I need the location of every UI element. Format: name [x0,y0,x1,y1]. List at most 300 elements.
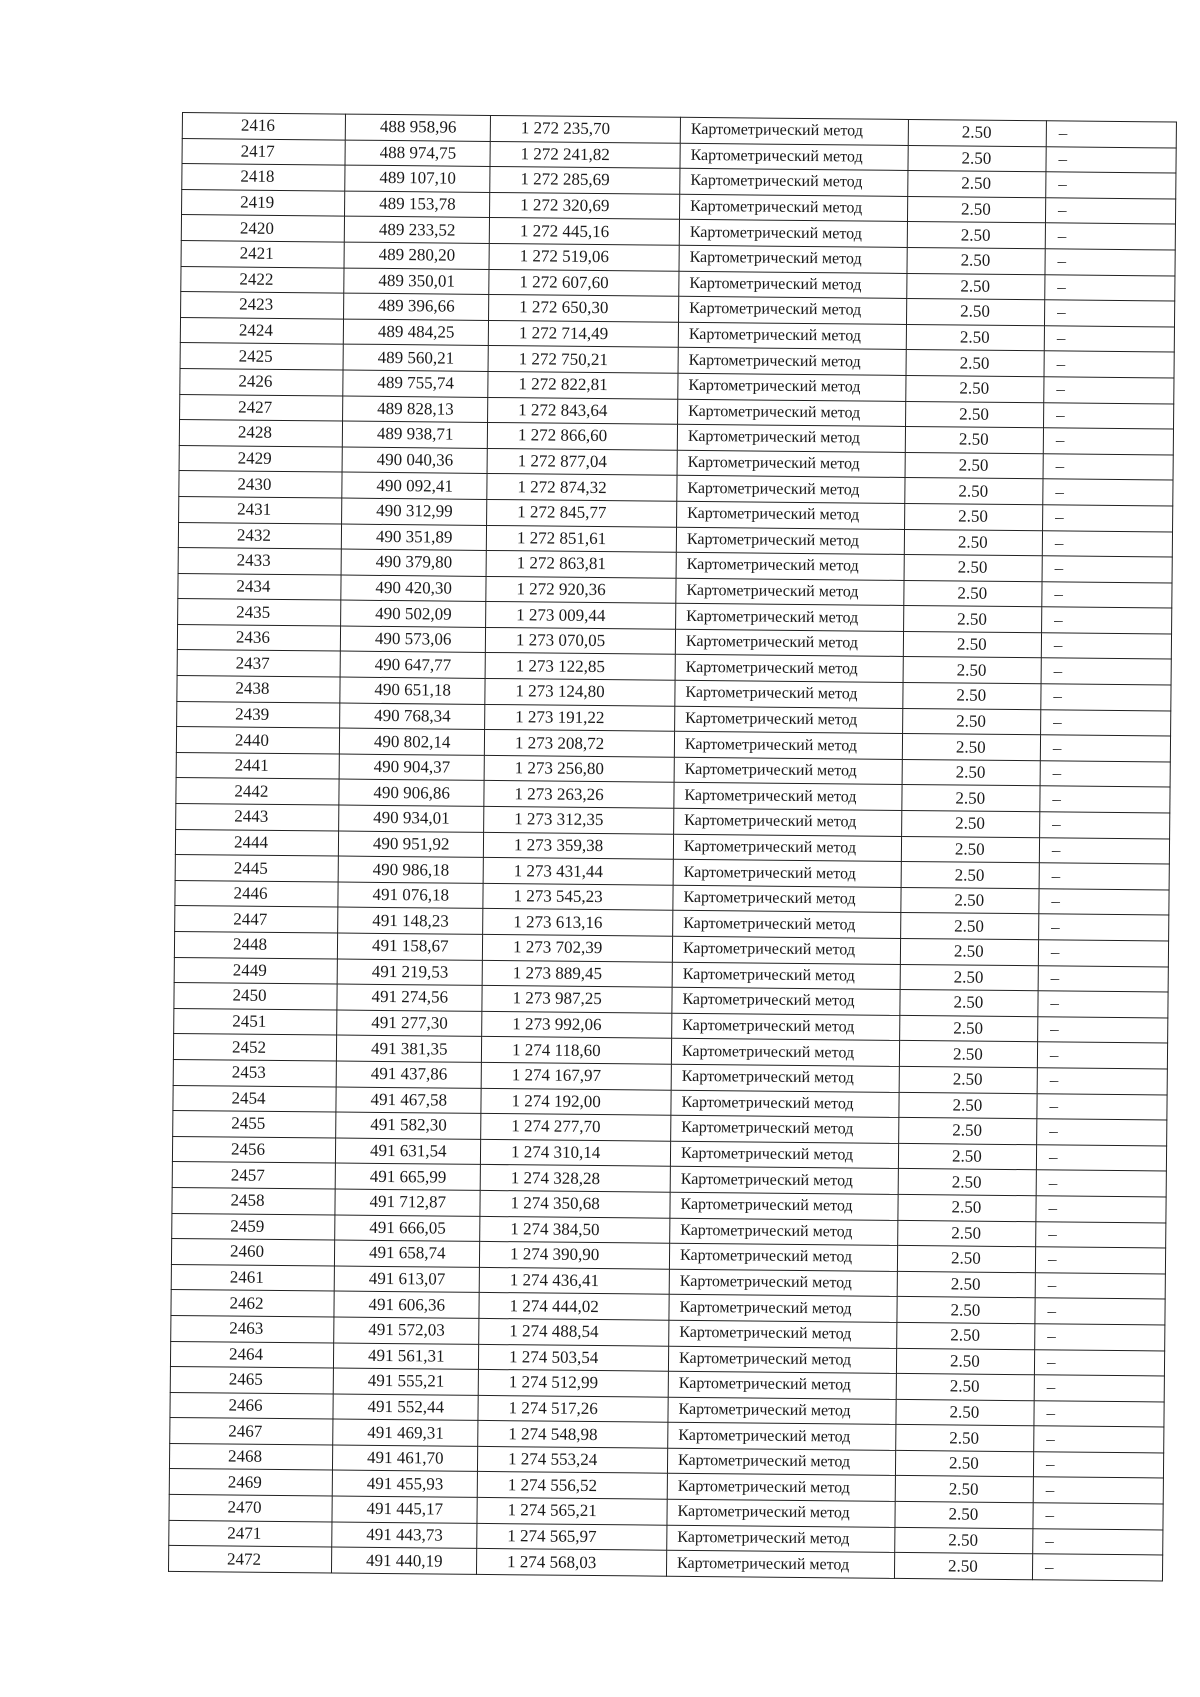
description-cell: – [1038,965,1168,992]
point-number-cell: 2428 [179,420,342,447]
precision-cell: 2.50 [898,1220,1036,1247]
y-coordinate-cell: 1 273 208,72 [484,730,674,757]
method-cell: Картометрический метод [671,1115,899,1143]
method-cell: Картометрический метод [680,143,908,171]
point-number-cell: 2459 [172,1213,335,1240]
method-cell: Картометрический метод [670,1218,898,1246]
description-cell: – [1036,1196,1166,1223]
method-cell: Картометрический метод [668,1423,896,1451]
description-cell: – [1043,428,1173,455]
y-coordinate-cell: 1 272 714,49 [488,320,678,347]
description-cell: – [1037,1119,1167,1146]
point-number-cell: 2419 [182,189,345,216]
x-coordinate-cell: 491 381,35 [336,1035,481,1062]
x-coordinate-cell: 490 573,06 [340,626,485,653]
precision-cell: 2.50 [908,171,1046,198]
description-cell: – [1035,1298,1165,1325]
method-cell: Картометрический метод [678,322,906,350]
x-coordinate-cell: 489 350,01 [344,268,489,295]
point-number-cell: 2422 [181,266,344,293]
description-cell: – [1041,633,1171,660]
point-number-cell: 2445 [175,855,338,882]
description-cell: – [1040,761,1170,788]
y-coordinate-cell: 1 274 390,90 [479,1242,669,1269]
method-cell: Картометрический метод [674,757,902,785]
x-coordinate-cell: 491 555,21 [333,1368,478,1395]
x-coordinate-cell: 491 461,70 [332,1445,477,1472]
y-coordinate-cell: 1 272 845,77 [487,499,677,526]
method-cell: Картометрический метод [676,527,904,555]
description-cell: – [1044,402,1174,429]
y-coordinate-cell: 1 273 191,22 [485,704,675,731]
description-cell: – [1043,454,1173,481]
y-coordinate-cell: 1 274 384,50 [480,1216,670,1243]
method-cell: Картометрический метод [672,1013,900,1041]
y-coordinate-cell: 1 274 503,54 [478,1344,668,1371]
precision-cell: 2.50 [906,350,1044,377]
x-coordinate-cell: 491 552,44 [333,1394,478,1421]
y-coordinate-cell: 1 272 843,64 [488,397,678,424]
y-coordinate-cell: 1 274 444,02 [479,1293,669,1320]
description-cell: – [1037,1042,1167,1069]
point-number-cell: 2446 [175,880,338,907]
precision-cell: 2.50 [899,1118,1037,1145]
point-number-cell: 2469 [169,1469,332,1496]
y-coordinate-cell: 1 274 512,99 [478,1369,668,1396]
point-number-cell: 2420 [181,215,344,242]
point-number-cell: 2460 [171,1239,334,1266]
precision-cell: 2.50 [897,1271,1035,1298]
method-cell: Картометрический метод [676,552,904,580]
y-coordinate-cell: 1 273 702,39 [482,934,672,961]
y-coordinate-cell: 1 272 650,30 [489,295,679,322]
method-cell: Картометрический метод [669,1295,897,1323]
description-cell: – [1036,1145,1166,1172]
y-coordinate-cell: 1 272 863,81 [486,551,676,578]
y-coordinate-cell: 1 272 320,69 [489,192,679,219]
point-number-cell: 2467 [170,1418,333,1445]
description-cell: – [1036,1170,1166,1197]
y-coordinate-cell: 1 274 553,24 [477,1446,667,1473]
method-cell: Картометрический метод [672,987,900,1015]
method-cell: Картометрический метод [673,885,901,913]
description-cell: – [1046,172,1176,199]
precision-cell: 2.50 [901,887,1039,914]
precision-cell: 2.50 [900,990,1038,1017]
point-number-cell: 2461 [171,1264,334,1291]
precision-cell: 2.50 [897,1246,1035,1273]
method-cell: Картометрический метод [680,117,908,145]
description-cell: – [1045,198,1175,225]
precision-cell: 2.50 [907,273,1045,300]
point-number-cell: 2435 [178,599,341,626]
point-number-cell: 2439 [177,701,340,728]
precision-cell: 2.50 [905,478,1043,505]
x-coordinate-cell: 491 572,03 [334,1317,479,1344]
point-number-cell: 2416 [182,113,345,140]
point-number-cell: 2431 [179,496,342,523]
method-cell: Картометрический метод [672,962,900,990]
description-cell: – [1036,1221,1166,1248]
precision-cell: 2.50 [895,1450,1033,1477]
x-coordinate-cell: 491 440,19 [331,1547,476,1574]
method-cell: Картометрический метод [677,424,905,452]
method-cell: Картометрический метод [680,168,908,196]
precision-cell: 2.50 [902,810,1040,837]
method-cell: Картометрический метод [667,1448,895,1476]
point-number-cell: 2452 [173,1034,336,1061]
x-coordinate-cell: 491 219,53 [337,959,482,986]
point-number-cell: 2437 [177,650,340,677]
method-cell: Картометрический метод [673,834,901,862]
point-number-cell: 2466 [170,1392,333,1419]
x-coordinate-cell: 489 153,78 [345,191,490,218]
description-cell: – [1040,786,1170,813]
description-cell: – [1040,735,1170,762]
y-coordinate-cell: 1 272 285,69 [490,167,680,194]
method-cell: Картометрический метод [673,911,901,939]
y-coordinate-cell: 1 272 235,70 [490,115,680,142]
y-coordinate-cell: 1 272 607,60 [489,269,679,296]
y-coordinate-cell: 1 273 263,26 [484,781,674,808]
precision-cell: 2.50 [902,734,1040,761]
point-number-cell: 2453 [173,1059,336,1086]
x-coordinate-cell: 490 379,80 [341,549,486,576]
y-coordinate-cell: 1 274 565,97 [477,1523,667,1550]
method-cell: Картометрический метод [671,1090,899,1118]
point-number-cell: 2458 [172,1187,335,1214]
method-cell: Картометрический метод [678,348,906,376]
precision-cell: 2.50 [903,683,1041,710]
x-coordinate-cell: 491 561,31 [333,1343,478,1370]
x-coordinate-cell: 491 148,23 [338,907,483,934]
method-cell: Картометрический метод [669,1320,897,1348]
method-cell: Картометрический метод [667,1474,895,1502]
x-coordinate-cell: 490 040,36 [342,447,487,474]
description-cell: – [1039,837,1169,864]
x-coordinate-cell: 489 755,74 [343,370,488,397]
x-coordinate-cell: 491 469,31 [333,1419,478,1446]
y-coordinate-cell: 1 274 436,41 [479,1267,669,1294]
description-cell: – [1042,556,1172,583]
description-cell: – [1035,1272,1165,1299]
point-number-cell: 2454 [173,1085,336,1112]
method-cell: Картометрический метод [675,655,903,683]
x-coordinate-cell: 490 986,18 [338,856,483,883]
description-cell: – [1044,351,1174,378]
precision-cell: 2.50 [901,862,1039,889]
description-cell: – [1041,709,1171,736]
method-cell: Картометрический метод [670,1141,898,1169]
method-cell: Картометрический метод [675,706,903,734]
description-cell: – [1038,940,1168,967]
point-number-cell: 2463 [171,1315,334,1342]
y-coordinate-cell: 1 274 517,26 [478,1395,668,1422]
x-coordinate-cell: 489 107,10 [345,165,490,192]
point-number-cell: 2448 [174,931,337,958]
y-coordinate-cell: 1 274 310,14 [480,1139,670,1166]
y-coordinate-cell: 1 274 556,52 [477,1472,667,1499]
y-coordinate-cell: 1 274 568,03 [476,1549,666,1576]
x-coordinate-cell: 489 484,25 [343,319,488,346]
method-cell: Картометрический метод [678,399,906,427]
point-number-cell: 2444 [175,829,338,856]
precision-cell: 2.50 [900,964,1038,991]
precision-cell: 2.50 [901,836,1039,863]
x-coordinate-cell: 491 467,58 [336,1087,481,1114]
description-cell: – [1046,121,1176,148]
method-cell: Картометрический метод [674,732,902,760]
precision-cell: 2.50 [899,1066,1037,1093]
point-number-cell: 2464 [170,1341,333,1368]
precision-cell: 2.50 [896,1374,1034,1401]
precision-cell: 2.50 [894,1553,1032,1580]
precision-cell: 2.50 [906,299,1044,326]
precision-cell: 2.50 [905,503,1043,530]
precision-cell: 2.50 [904,580,1042,607]
method-cell: Картометрический метод [671,1039,899,1067]
x-coordinate-cell: 490 651,18 [340,677,485,704]
point-number-cell: 2450 [174,983,337,1010]
y-coordinate-cell: 1 272 851,61 [486,525,676,552]
precision-cell: 2.50 [896,1399,1034,1426]
precision-cell: 2.50 [906,324,1044,351]
description-cell: – [1039,914,1169,941]
description-cell: – [1045,223,1175,250]
description-cell: – [1037,1093,1167,1120]
y-coordinate-cell: 1 273 124,80 [485,678,675,705]
y-coordinate-cell: 1 273 987,25 [482,986,672,1013]
point-number-cell: 2426 [180,368,343,395]
method-cell: Картометрический метод [669,1269,897,1297]
point-number-cell: 2425 [180,343,343,370]
precision-cell: 2.50 [908,145,1046,172]
x-coordinate-cell: 490 312,99 [342,498,487,525]
description-cell: – [1035,1324,1165,1351]
description-cell: – [1033,1528,1163,1555]
method-cell: Картометрический метод [676,578,904,606]
description-cell: – [1033,1503,1163,1530]
point-number-cell: 2424 [180,317,343,344]
description-cell: – [1043,505,1173,532]
description-cell: – [1041,684,1171,711]
method-cell: Картометрический метод [675,680,903,708]
method-cell: Картометрический метод [674,783,902,811]
method-cell: Картометрический метод [670,1192,898,1220]
point-number-cell: 2421 [181,240,344,267]
x-coordinate-cell: 491 631,54 [335,1138,480,1165]
description-cell: – [1034,1400,1164,1427]
precision-cell: 2.50 [895,1527,1033,1554]
y-coordinate-cell: 1 274 488,54 [479,1318,669,1345]
y-coordinate-cell: 1 273 070,05 [485,627,675,654]
precision-cell: 2.50 [896,1348,1034,1375]
y-coordinate-cell: 1 274 192,00 [481,1088,671,1115]
description-cell: – [1046,146,1176,173]
description-cell: – [1041,658,1171,685]
point-number-cell: 2418 [182,164,345,191]
x-coordinate-cell: 491 445,17 [332,1496,477,1523]
x-coordinate-cell: 490 502,09 [341,600,486,627]
x-coordinate-cell: 489 938,71 [342,421,487,448]
point-number-cell: 2443 [176,804,339,831]
precision-cell: 2.50 [908,119,1046,146]
description-cell: – [1033,1477,1163,1504]
point-number-cell: 2441 [176,752,339,779]
point-number-cell: 2417 [182,138,345,165]
description-cell: – [1039,889,1169,916]
point-number-cell: 2457 [172,1162,335,1189]
y-coordinate-cell: 1 272 877,04 [487,448,677,475]
point-number-cell: 2451 [174,1008,337,1035]
x-coordinate-cell: 490 906,86 [339,779,484,806]
x-coordinate-cell: 491 665,99 [335,1163,480,1190]
x-coordinate-cell: 491 274,56 [337,984,482,1011]
x-coordinate-cell: 491 606,36 [334,1291,479,1318]
description-cell: – [1033,1452,1163,1479]
y-coordinate-cell: 1 274 277,70 [481,1114,671,1141]
point-number-cell: 2442 [176,778,339,805]
y-coordinate-cell: 1 274 548,98 [478,1421,668,1448]
point-number-cell: 2436 [177,624,340,651]
point-number-cell: 2432 [178,522,341,549]
precision-cell: 2.50 [905,452,1043,479]
precision-cell: 2.50 [895,1501,1033,1528]
y-coordinate-cell: 1 273 122,85 [485,653,675,680]
x-coordinate-cell: 491 076,18 [338,882,483,909]
precision-cell: 2.50 [897,1322,1035,1349]
precision-cell: 2.50 [907,196,1045,223]
point-number-cell: 2427 [180,394,343,421]
x-coordinate-cell: 489 280,20 [344,242,489,269]
description-cell: – [1042,607,1172,634]
y-coordinate-cell: 1 272 519,06 [489,243,679,270]
point-number-cell: 2438 [177,676,340,703]
point-number-cell: 2462 [171,1290,334,1317]
y-coordinate-cell: 1 273 312,35 [484,806,674,833]
x-coordinate-cell: 490 802,14 [339,728,484,755]
x-coordinate-cell: 490 351,89 [341,524,486,551]
y-coordinate-cell: 1 272 445,16 [489,218,679,245]
y-coordinate-cell: 1 272 750,21 [488,346,678,373]
method-cell: Картометрический метод [669,1243,897,1271]
y-coordinate-cell: 1 273 009,44 [486,602,676,629]
precision-cell: 2.50 [901,913,1039,940]
method-cell: Картометрический метод [679,194,907,222]
method-cell: Картометрический метод [667,1499,895,1527]
x-coordinate-cell: 491 277,30 [337,1010,482,1037]
precision-cell: 2.50 [903,708,1041,735]
method-cell: Картометрический метод [671,1064,899,1092]
method-cell: Картометрический метод [675,629,903,657]
method-cell: Картометрический метод [668,1346,896,1374]
y-coordinate-cell: 1 273 613,16 [483,909,673,936]
method-cell: Картометрический метод [679,245,907,273]
method-cell: Картометрический метод [666,1550,894,1578]
y-coordinate-cell: 1 274 350,68 [480,1190,670,1217]
method-cell: Картометрический метод [679,220,907,248]
precision-cell: 2.50 [895,1476,1033,1503]
x-coordinate-cell: 489 828,13 [343,396,488,423]
coordinates-table [168,112,1177,1581]
x-coordinate-cell: 491 443,73 [332,1522,477,1549]
x-coordinate-cell: 489 560,21 [343,344,488,371]
point-number-cell: 2440 [176,727,339,754]
y-coordinate-cell: 1 273 256,80 [484,755,674,782]
point-number-cell: 2470 [169,1495,332,1522]
precision-cell: 2.50 [898,1143,1036,1170]
method-cell: Картометрический метод [670,1167,898,1195]
point-number-cell: 2430 [179,471,342,498]
x-coordinate-cell: 491 582,30 [336,1112,481,1139]
x-coordinate-cell: 490 420,30 [341,575,486,602]
method-cell: Картометрический метод [679,271,907,299]
method-cell: Картометрический метод [672,936,900,964]
description-cell: – [1039,863,1169,890]
point-number-cell: 2434 [178,573,341,600]
precision-cell: 2.50 [907,222,1045,249]
precision-cell: 2.50 [898,1194,1036,1221]
x-coordinate-cell: 491 666,05 [335,1215,480,1242]
description-cell: – [1035,1247,1165,1274]
point-number-cell: 2455 [173,1111,336,1138]
precision-cell: 2.50 [902,785,1040,812]
precision-cell: 2.50 [906,401,1044,428]
y-coordinate-cell: 1 273 889,45 [482,960,672,987]
precision-cell: 2.50 [904,555,1042,582]
method-cell: Картометрический метод [679,296,907,324]
description-cell: – [1034,1349,1164,1376]
precision-cell: 2.50 [899,1092,1037,1119]
description-cell: – [1040,812,1170,839]
y-coordinate-cell: 1 272 866,60 [487,423,677,450]
x-coordinate-cell: 491 158,67 [337,933,482,960]
x-coordinate-cell: 489 233,52 [344,216,489,243]
y-coordinate-cell: 1 273 359,38 [483,832,673,859]
point-number-cell: 2456 [172,1136,335,1163]
y-coordinate-cell: 1 274 167,97 [481,1062,671,1089]
precision-cell: 2.50 [904,529,1042,556]
method-cell: Картометрический метод [677,476,905,504]
x-coordinate-cell: 490 768,34 [340,703,485,730]
x-coordinate-cell: 491 613,07 [334,1266,479,1293]
method-cell: Картометрический метод [674,808,902,836]
x-coordinate-cell: 490 647,77 [340,652,485,679]
coordinates-table-body [168,113,1176,1581]
precision-cell: 2.50 [896,1425,1034,1452]
precision-cell: 2.50 [900,938,1038,965]
y-coordinate-cell: 1 273 992,06 [482,1011,672,1038]
description-cell: – [1034,1426,1164,1453]
description-cell: – [1038,1017,1168,1044]
y-coordinate-cell: 1 272 241,82 [490,141,680,168]
precision-cell: 2.50 [903,657,1041,684]
precision-cell: 2.50 [900,1015,1038,1042]
description-cell: – [1045,274,1175,301]
precision-cell: 2.50 [902,759,1040,786]
y-coordinate-cell: 1 273 545,23 [483,883,673,910]
precision-cell: 2.50 [899,1041,1037,1068]
x-coordinate-cell: 491 437,86 [336,1061,481,1088]
precision-cell: 2.50 [906,375,1044,402]
y-coordinate-cell: 1 272 874,32 [487,474,677,501]
precision-cell: 2.50 [897,1297,1035,1324]
description-cell: – [1044,300,1174,327]
point-number-cell: 2447 [175,906,338,933]
point-number-cell: 2472 [168,1546,331,1573]
x-coordinate-cell: 490 092,41 [342,472,487,499]
description-cell: – [1038,991,1168,1018]
